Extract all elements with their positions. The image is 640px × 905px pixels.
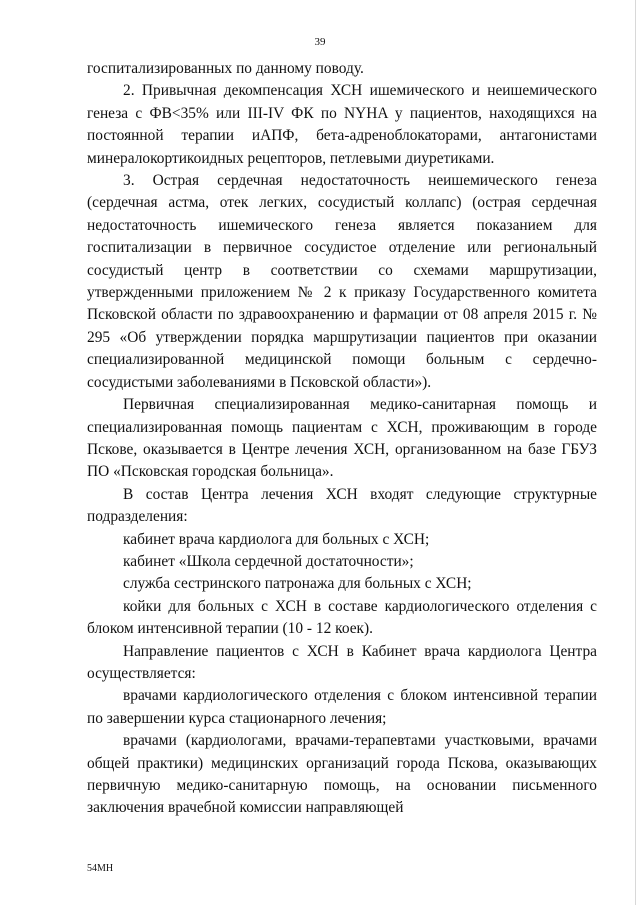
document-body xyxy=(87,58,597,820)
page-edge-line xyxy=(635,0,636,905)
paragraph-primary-care: Первичная специализированная медико-санитарная помощь и специализированная помощь пациентам с ХСН, проживающим в городе Пскове, оказывается в Центре лечения ХСН, организованном на базе ГБУЗ ПО «Псковская городская больница». xyxy=(87,396,597,481)
paragraph-continuation: госпитализированных по данному поводу. xyxy=(87,60,364,77)
paragraph-item-2: 2. Привычная декомпенсация ХСН ишемического и неишемического генеза с ФВ<35% или III-IV ФК по NYHA у пациентов, находящихся на постоянной терапии иАПФ, бета-адреноблокаторами, антагонистами минералокортикоидных рецепторов, петлевыми диуретиками. xyxy=(87,82,597,167)
paragraph-item-3: 3. Острая сердечная недостаточность неишемического генеза (сердечная астма, отек легких, сосудистый коллапс) (острая сердечная недостаточность ишемического генеза является показанием для госпитализации в первичное сосудистое отделение или региональный сосудистый центр в соответствии со схемами маршрутизации, утвержденными приложением № 2 к приказу Государственного комитета Псковской области по здравоохранению и фармации от 08 апреля 2015 г. № 295 «Об утверждении порядка маршрутизации пациентов при оказании специализированной медицинской помощи больным с сердечно-сосудистыми заболеваниями в Псковской области»). xyxy=(87,172,597,391)
paragraph-center-structure: В состав Центра лечения ХСН входят следующие структурные подразделения: xyxy=(87,485,597,526)
footer-code: 54МН xyxy=(87,863,114,874)
list-item: кабинет «Школа сердечной достаточности»; xyxy=(123,552,414,570)
paragraph-beds: койки для больных с ХСН в составе кардиологического отделения с блоком интенсивной терапии (10 - 12 коек). xyxy=(87,597,597,638)
paragraph-referral-cardiology: врачами кардиологического отделения с блоком интенсивной терапии по завершении курса стационарного лечения; xyxy=(87,687,597,727)
list-item: кабинет врача кардиолога для больных с ХСН; xyxy=(123,530,430,548)
list-item: служба сестринского патронажа для больных с ХСН; xyxy=(123,575,472,593)
paragraph-referral: Направление пациентов с ХСН в Кабинет врача кардиолога Центра осуществляется: xyxy=(87,642,597,682)
paragraph-referral-doctors: врачами (кардиологами, врачами-терапевтами участковыми, врачами общей практики) медицинских организаций города Пскова, оказывающих первичную медико-санитарную помощь, на основании письменного заключения врачебной комиссии направляющей xyxy=(87,732,597,817)
page-number: 39 xyxy=(314,36,326,48)
